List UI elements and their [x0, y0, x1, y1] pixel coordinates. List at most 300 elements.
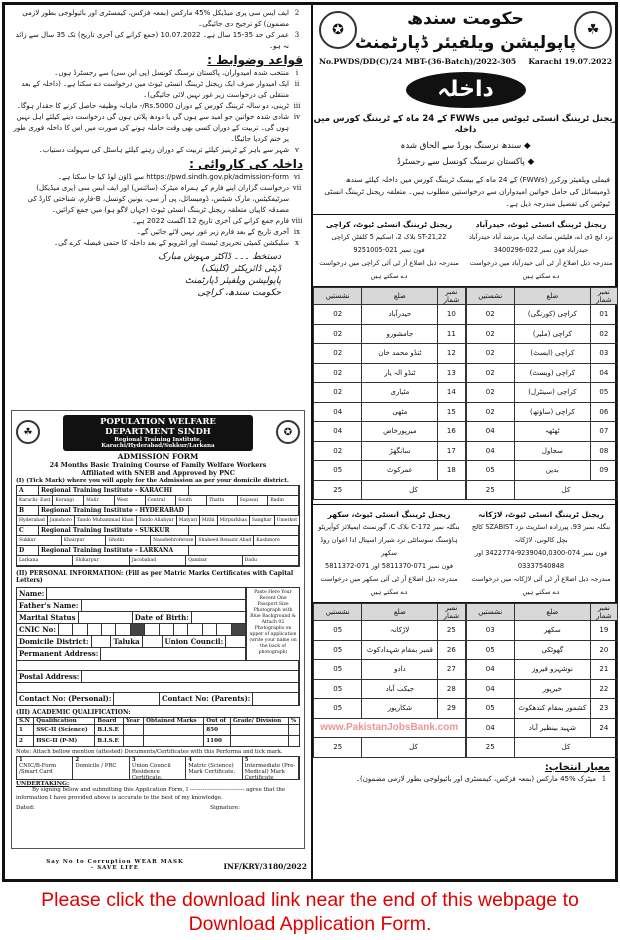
- cnic-digit-box[interactable]: [73, 624, 87, 635]
- column-header: نشستیں: [466, 604, 514, 621]
- permanent-address-field[interactable]: [101, 648, 246, 660]
- district-name: شہید بینظیر آباد: [514, 718, 590, 738]
- taluka-label: Taluka: [111, 636, 142, 647]
- name-label: Name:: [17, 588, 47, 599]
- district-checkbox[interactable]: Matyari: [177, 516, 200, 525]
- academic-cell[interactable]: [288, 736, 299, 747]
- government-title: حکومت سندھ: [407, 9, 524, 29]
- table-row: [466, 402, 618, 422]
- bullet-2: ◆ پاکستان نرسنگ کونسل سے رجسٹرڈ: [396, 157, 535, 167]
- seats: 04: [466, 660, 514, 680]
- item-number: ii: [294, 80, 300, 88]
- row-number: 06: [590, 402, 617, 422]
- total-row: [314, 738, 466, 758]
- item-number: x: [295, 239, 299, 247]
- row-number: 01: [590, 305, 617, 325]
- item-text: عمر کی حد 35-15 سال ہے۔ 10.07.2022 (جمع کرانے کی آخری تاریخ) تک 35 سال سے زائد نہ ہو۔: [15, 31, 289, 50]
- academic-cell[interactable]: [230, 736, 288, 747]
- district-name: نوشہرو فیروز: [514, 660, 590, 680]
- seats: 05: [314, 699, 362, 719]
- item-text: منتخب شدہ امیدواران، پاکستان نرسنگ کونسل (پی این سی) سے رجسٹرڈ ہوں۔: [54, 69, 289, 77]
- academic-cell: 850: [204, 725, 231, 736]
- table-row: [314, 402, 466, 422]
- seats: 05: [314, 679, 362, 699]
- download-notice-line-1: Please click the download link near the end of this webpage to: [41, 889, 579, 911]
- column-header: ضلع: [514, 604, 590, 621]
- father-name-field[interactable]: [82, 600, 247, 611]
- academic-cell[interactable]: [144, 725, 204, 736]
- district-checkbox[interactable]: Kashmore: [254, 536, 299, 545]
- document-item[interactable]: 4 Matric (Science) Mark Certificate.: [186, 757, 242, 779]
- item-number: v: [295, 146, 299, 154]
- total-seats: 25: [314, 480, 362, 500]
- cnic-label: CNIC No:: [17, 624, 59, 635]
- district-checkbox[interactable]: Qambar: [186, 556, 242, 565]
- row-number: 29: [438, 699, 465, 719]
- district-checkbox[interactable]: West: [115, 496, 146, 505]
- cnic-digit-box[interactable]: [188, 624, 202, 635]
- institute-hyderabad: [465, 215, 618, 286]
- table-row: [314, 679, 466, 699]
- column-header: نمبر شمار: [590, 604, 617, 621]
- district-checkbox[interactable]: Shikarpur: [73, 556, 129, 565]
- district-table-hyderabad: [313, 287, 466, 500]
- district-row: [17, 496, 299, 506]
- dob-field[interactable]: [192, 612, 246, 623]
- academic-cell: 1100: [204, 736, 231, 747]
- table-row: [466, 679, 618, 699]
- column-header: نمبر شمار: [438, 604, 465, 621]
- district-checkbox[interactable]: Sujawal: [238, 496, 269, 505]
- seats: 02: [466, 344, 514, 364]
- row-number: 14: [438, 383, 465, 403]
- row-number: 12: [438, 344, 465, 364]
- academic-cell: SSC-II (Science): [34, 725, 95, 736]
- seats: 02: [314, 324, 362, 344]
- download-notice-line-2: Download Application Form.: [188, 913, 432, 935]
- table-row: [466, 363, 618, 383]
- table-row: [466, 441, 618, 461]
- signature-line: پاپولیشن ویلفیئر ڈپارٹمنٹ: [184, 276, 281, 286]
- seats: 05: [466, 640, 514, 660]
- cnic-digit-box[interactable]: [203, 624, 217, 635]
- district-checkbox[interactable]: Tando Muhammad Khan: [75, 516, 137, 525]
- row-number: 27: [438, 660, 465, 680]
- form-banner: POPULATION WELFARE DEPARTMENT SINDH Regional Training Institute, Karachi/Hyderabad/Sukkur/Larkana: [63, 415, 253, 451]
- district-name: ٹھٹھہ: [514, 422, 590, 442]
- item-text: ٹرینی، دو سالہ ٹریننگ کورس کے دوران Rs.5000/- ماہانہ وظیفہ حاصل کرنے کا حقدار ہوگا۔: [16, 102, 289, 110]
- district-name: سکھر: [514, 621, 590, 641]
- cnic-digit-box[interactable]: [102, 624, 116, 635]
- form-affiliation: Affiliated with SNEB and Approved by PNC: [81, 469, 235, 477]
- left-column: [5, 5, 313, 879]
- total-row: [466, 480, 618, 500]
- row-number: 16: [438, 422, 465, 442]
- district-checkbox[interactable]: Korangi: [53, 496, 84, 505]
- institute-letter: A: [17, 486, 39, 495]
- form-subtitle: 24 Months Basic Training Course of Family Welfare Workers: [49, 461, 267, 469]
- pwd-logo-icon: ☘: [574, 11, 612, 49]
- table-row: [314, 305, 466, 325]
- name-field[interactable]: [47, 588, 246, 599]
- institute-name: Regional Training Institute - HYDERABAD: [39, 506, 189, 515]
- institute-letter: B: [17, 506, 39, 515]
- row-number: 15: [438, 402, 465, 422]
- cnic-digit-box[interactable]: [59, 624, 73, 635]
- table-row: [314, 718, 466, 738]
- parents-contact-field[interactable]: [253, 693, 299, 705]
- district-checkbox[interactable]: Hyderabad: [17, 516, 48, 525]
- district-checkbox[interactable]: Dadu: [243, 556, 299, 565]
- domicile-field[interactable]: [92, 636, 112, 647]
- district-table-karachi: [466, 287, 619, 500]
- institute-title: ریجنل ٹریننگ انسٹی ٹیوٹ، سکھر: [327, 510, 451, 519]
- parents-contact-label: Contact No: (Parents):: [160, 693, 253, 705]
- right-column: [313, 5, 618, 879]
- institute-title: ریجنل ٹریننگ انسٹی ٹیوٹ، کراچی: [325, 220, 453, 229]
- total-label: کل: [514, 738, 617, 758]
- row-number: 20: [590, 640, 617, 660]
- criteria-heading: معیار انتخاب:: [544, 761, 610, 773]
- row-number: 19: [590, 621, 617, 641]
- row-number: 25: [438, 621, 465, 641]
- institute-addr: بنگلہ نمبر 93، پیرزادہ اسٹریٹ نزد SZABIST کالج بچل کالونی، لاڑکانہ: [471, 523, 611, 544]
- row-number: 24: [590, 718, 617, 738]
- academic-header: Year: [123, 718, 143, 725]
- row-number: 21: [590, 660, 617, 680]
- personal-contact-field[interactable]: [114, 693, 160, 705]
- union-council-field[interactable]: [226, 636, 246, 647]
- table-row: [466, 660, 618, 680]
- institute-letter: C: [17, 526, 39, 535]
- total-row: [466, 738, 618, 758]
- cnic-digit-box[interactable]: [160, 624, 174, 635]
- rule-item: [5, 68, 311, 79]
- district-checkbox[interactable]: Ghotki: [106, 536, 151, 545]
- document-item[interactable]: 3 Union Council Residence Certificate.: [130, 757, 186, 779]
- cnic-digit-box[interactable]: [232, 624, 246, 635]
- academic-header: S.N: [17, 718, 34, 725]
- cnic-digit-box[interactable]: [131, 624, 145, 635]
- academic-cell: HSC-II (P-M): [34, 736, 95, 747]
- district-name: سانگھڑ: [362, 441, 438, 461]
- item-number: 2: [294, 9, 300, 17]
- personal-contact-label: Contact No: (Personal):: [17, 693, 114, 705]
- total-label: کل: [362, 480, 465, 500]
- marital-status-label: Marital Status: [17, 612, 79, 623]
- institute-title: ریجنل ٹریننگ انسٹی ٹیوٹ، حیدرآباد: [475, 220, 607, 229]
- signature-block: [5, 249, 311, 299]
- column-header: نشستیں: [314, 288, 362, 305]
- section-3-label: (III) ACADEMIC QUALIFICATION:: [16, 709, 131, 716]
- district-checkbox[interactable]: Shaheed Benazir Abad: [196, 536, 254, 545]
- seats: 03: [466, 621, 514, 641]
- institute-note: مندرجہ ذیل اضلاع آر ٹی آئی لاڑکانہ میں درخواست دے سکتے ہیں: [471, 575, 611, 596]
- institute-row: [17, 486, 299, 496]
- district-checkbox[interactable]: Central: [146, 496, 177, 505]
- seats: 04: [466, 679, 514, 699]
- academic-header: Qualification: [34, 718, 95, 725]
- district-checkbox[interactable]: Naushehroferoze: [151, 536, 196, 545]
- admission-badge: داخلہ: [406, 72, 526, 108]
- table-row: [466, 640, 618, 660]
- total-row: [314, 480, 466, 500]
- item-text: میٹرک %45 مارکس (بمعہ فزکس، کیمسٹری اور بائیولوجی بطور لازمی مضمون)۔: [355, 774, 596, 783]
- district-name: ٹنڈو الہ یار: [362, 363, 438, 383]
- table-row: [466, 383, 618, 403]
- institute-row: [17, 526, 299, 536]
- row-number: 13: [438, 363, 465, 383]
- item-text: ایف ایس سی پری میڈیکل %45 مارکس (بمعہ فزکس، کیمسٹری اور بائیولوجی بطور لازمی مضمون) کو ترجیح دی جائیگی۔: [22, 9, 289, 28]
- institute-name: Regional Training Institute - KARACHI: [39, 486, 189, 495]
- district-checkbox[interactable]: Tando Allahyar: [137, 516, 177, 525]
- admission-form: [11, 410, 305, 849]
- column-header: ضلع: [514, 288, 590, 305]
- district-checkbox[interactable]: Sukkur: [17, 536, 62, 545]
- total-seats: 25: [466, 738, 514, 758]
- institute-note: مندرجہ ذیل اضلاع آر ٹی آئی کراچی میں درخواست دے سکتے ہیں: [319, 259, 459, 280]
- district-name: کراچی (ملیر): [514, 324, 590, 344]
- district-checkbox[interactable]: Badin: [268, 496, 299, 505]
- academic-header: Grade/ Division: [230, 718, 288, 725]
- row-number: 08: [590, 441, 617, 461]
- academic-header: %: [288, 718, 299, 725]
- academic-table: [16, 717, 300, 747]
- seats: 05: [314, 640, 362, 660]
- academic-cell: 2: [17, 736, 34, 747]
- institute-row: [17, 506, 299, 516]
- advertisement: [2, 2, 618, 882]
- section-1-label: (I) (Tick Mark) where you will apply for the Admission as per your domicile district.: [16, 478, 289, 484]
- district-row: [17, 536, 299, 546]
- academic-cell[interactable]: [230, 725, 288, 736]
- postal-address-field[interactable]: [82, 671, 299, 682]
- permanent-address-label: Permanent Address:: [17, 648, 101, 660]
- watermark: www.PakistanJobsBank.com: [314, 718, 466, 738]
- table-row: [466, 718, 618, 738]
- item-text: آخری تاریخ کے بعد فارم زیر غور نہیں لائے جائیں گے۔: [136, 228, 289, 236]
- district-checkbox[interactable]: Jacobabad: [130, 556, 186, 565]
- district-checkbox[interactable]: Sanghar: [250, 516, 275, 525]
- seats: 04: [314, 422, 362, 442]
- institute-sukkur: [313, 505, 465, 602]
- table-row: [314, 324, 466, 344]
- district-checkbox[interactable]: South: [176, 496, 207, 505]
- row-number: 05: [590, 383, 617, 403]
- district-name: کراچی (کورنگی): [514, 305, 590, 325]
- total-label: کل: [362, 738, 465, 758]
- table-row: [466, 324, 618, 344]
- academic-cell[interactable]: [288, 725, 299, 736]
- item-text: ایک امیدوار صرف ایک ریجنل ٹریننگ انسٹی ٹیوٹ میں درخواست دے سکتا ہے۔ (داخلہ کے بعد منتقلی کی درخواست زیر غور نہیں لائی جائیگی)۔: [21, 80, 289, 99]
- district-name: ٹنڈو محمد خان: [362, 344, 438, 364]
- table-row: [466, 699, 618, 719]
- district-checkbox[interactable]: Jamshoro: [48, 516, 75, 525]
- district-row: [17, 516, 299, 526]
- academic-header: Obtained Marks: [144, 718, 204, 725]
- row-number: 22: [590, 679, 617, 699]
- district-table-sukkur: [466, 603, 619, 758]
- column-header: نمبر شمار: [590, 288, 617, 305]
- cnic-digit-box[interactable]: [145, 624, 159, 635]
- district-checkbox[interactable]: Larkana: [17, 556, 73, 565]
- institute-phone: حیدرآباد فون نمبر 022-3400296: [493, 246, 589, 254]
- district-checkbox[interactable]: Karachi- East: [17, 496, 53, 505]
- table-row: [466, 422, 618, 442]
- institute-info: [313, 504, 618, 603]
- intro-title: ریجنل ٹریننگ انسٹی ٹیوٹس میں FWWs کے 24 ماہ کے ٹریننگ کورس میں داخلہ: [313, 114, 618, 135]
- dated-label: Dated:: [16, 805, 35, 811]
- document-item[interactable]: 5 Intermediate (Pre-Medical) Mark Certificate: [243, 757, 299, 779]
- seats: 04: [466, 441, 514, 461]
- taluka-field[interactable]: [143, 636, 163, 647]
- address-contact-grid: [16, 661, 300, 706]
- district-name: کراچی (سینٹرل): [514, 383, 590, 403]
- rule-item: [5, 145, 311, 156]
- process-item: [5, 172, 311, 183]
- academic-cell[interactable]: [123, 725, 143, 736]
- document-item[interactable]: 1 CNIC/B-Form /Smart Card: [17, 757, 73, 779]
- table-row: [466, 305, 618, 325]
- academic-header: Out of: [204, 718, 231, 725]
- slogan-logo: Say No to Corruption WEAR MASK - SAVE LIFE: [46, 859, 184, 871]
- undertaking-text: By signing below and submitting this Application Form, I ------------------------------ agree that the information I have provided above is accurate to the best of my knowledge.: [16, 787, 286, 801]
- process-item: [5, 183, 311, 216]
- institute-phone: فون نمبر 021-9251005: [353, 246, 425, 254]
- district-checkbox[interactable]: Khairpur: [62, 536, 107, 545]
- item-text: سلیکشن کمیٹی تحریری ٹیسٹ اور انٹرویو کے بعد داخلہ کا حتمی فیصلہ کرے گی۔: [54, 239, 289, 247]
- district-checkbox[interactable]: Mirpurkhas: [218, 516, 250, 525]
- item-number: vii: [292, 184, 302, 192]
- undertaking-heading: UNDERTAKING:: [16, 781, 70, 787]
- district-name: خیرپور: [514, 679, 590, 699]
- documents-checklist: [16, 756, 300, 780]
- table-row: [466, 461, 618, 481]
- table-row: [314, 344, 466, 364]
- cnic-digit-box[interactable]: [174, 624, 188, 635]
- row-number: 18: [438, 461, 465, 481]
- table-row: [314, 422, 466, 442]
- rule-item: [5, 101, 311, 112]
- postal-address-label: Postal Address:: [17, 671, 82, 682]
- row-number: 11: [438, 324, 465, 344]
- district-name: عمرکوٹ: [362, 461, 438, 481]
- seats: 04: [314, 402, 362, 422]
- criteria-item: [313, 774, 618, 785]
- district-name: شکارپور: [362, 699, 438, 719]
- process-item: [5, 227, 311, 238]
- institute-karachi: [313, 215, 465, 286]
- eligibility-item: [5, 30, 311, 52]
- cnic-digit-box[interactable]: [88, 624, 102, 635]
- row-number: 07: [590, 422, 617, 442]
- seats: 02: [466, 402, 514, 422]
- academic-cell: B.I.S.E: [95, 736, 124, 747]
- signature-label: Signature:: [210, 805, 240, 811]
- district-checkbox[interactable]: Thatta: [207, 496, 238, 505]
- row-number: 28: [438, 679, 465, 699]
- seats: 05: [466, 461, 514, 481]
- rule-item: [5, 79, 311, 101]
- item-number: vi: [293, 173, 301, 181]
- district-checkbox[interactable]: Malir: [84, 496, 115, 505]
- table-row: [314, 383, 466, 403]
- table-row: [314, 699, 466, 719]
- seats: 02: [314, 441, 362, 461]
- row-number: 23: [590, 699, 617, 719]
- column-header: نشستیں: [314, 604, 362, 621]
- sindh-seal-icon: ✪: [319, 11, 357, 49]
- district-name: حیدرآباد: [362, 305, 438, 325]
- institute-letter: D: [17, 546, 39, 555]
- cnic-digit-box[interactable]: [116, 624, 130, 635]
- academic-row: [17, 725, 300, 736]
- district-name: میرپورخاص: [362, 422, 438, 442]
- row-number: 17: [438, 441, 465, 461]
- sindh-seal-icon: ✪: [276, 420, 300, 444]
- district-name: گھوٹکی: [514, 640, 590, 660]
- district-name: جامشورو: [362, 324, 438, 344]
- district-name: کراچی (ساؤتھ): [514, 402, 590, 422]
- document-item[interactable]: 2 Domicile / PRC: [73, 757, 129, 779]
- institute-larkana: [465, 505, 618, 602]
- signature-line: دستخط ۔۔۔ ڈاکٹر مہوش مبارک: [158, 252, 281, 262]
- place-date: Karachi 19.07.2022: [528, 57, 612, 66]
- academic-cell: B.I.S.E: [95, 725, 124, 736]
- pwd-logo-icon: ☘: [16, 420, 40, 444]
- row-number: 04: [590, 363, 617, 383]
- district-name: بدین: [514, 461, 590, 481]
- seats: 05: [314, 621, 362, 641]
- row-number: 10: [438, 305, 465, 325]
- row-number: 09: [590, 461, 617, 481]
- seats: 02: [466, 305, 514, 325]
- rule-item: [5, 112, 311, 145]
- item-number: ix: [293, 228, 301, 236]
- marital-status-field[interactable]: [79, 612, 133, 623]
- institute-info: [313, 214, 618, 287]
- academic-row: [17, 736, 300, 747]
- rules-heading: قواعد وضوابط :: [207, 53, 303, 67]
- item-text: درخواست گزاران اپنے فارم کے ہمراہ میٹرک (سائنس) اور ایف ایس سی (پری میڈیکل) سرٹیفکیٹس، مارک شیٹس، ڈومیسائل، پی آر سی، یونین کونسل، B-فارم، شناختی کارڈ کی مصدقہ کاپیاں متعلقہ ریجنل ٹریننگ انسٹی ٹیوٹ (جہاں لاگو ہو) میں جمع کرائیں۔: [27, 184, 289, 214]
- district-checkbox[interactable]: Umerkot: [275, 516, 301, 525]
- item-text: https://pwd.sindh.gov.pk/admission-form سے ڈاؤن لوڈ کیا جا سکتا ہے۔: [57, 173, 289, 181]
- seats: 02: [466, 363, 514, 383]
- seats: 04: [466, 718, 514, 738]
- institute-addr: بنگلہ نمبر C-172 بلاک C، گورنمنٹ ایمپلائز کوآپریٹو ہاؤسنگ سوسائٹی نزد شیراز اسپتال ادا اعوان روڈ سکھر: [318, 523, 460, 557]
- academic-cell[interactable]: [123, 736, 143, 747]
- seats: 02: [314, 363, 362, 383]
- item-number: i: [295, 69, 299, 77]
- cnic-digit-box[interactable]: [217, 624, 231, 635]
- district-checkbox[interactable]: Mithi: [200, 516, 217, 525]
- form-title: ADMISSION FORM: [117, 452, 199, 461]
- institute-note: مندرجہ ذیل اضلاع آر ٹی آئی سکھر میں درخواست دے سکتے ہیں: [320, 575, 458, 596]
- column-header: ضلع: [362, 604, 438, 621]
- seats: 04: [466, 422, 514, 442]
- institute-addr: ST-21,22 بلاک 2، اسکیم 5 کلفٹن کراچی: [331, 233, 447, 241]
- table-row: [466, 344, 618, 364]
- institute-phone: فون نمبر 074-9239040,0300-3422774 اور 03337540848: [474, 549, 608, 570]
- father-name-label: Father's Name:: [17, 600, 82, 611]
- academic-cell[interactable]: [144, 736, 204, 747]
- photo-box: Paste Here Your Recent One Passport Size Photograph with Blue Background & Attach 02 Photographs on upper of application (write your name on the back of photograph): [246, 587, 300, 661]
- seats: 02: [466, 383, 514, 403]
- row-number: 02: [590, 324, 617, 344]
- institute-title: ریجنل ٹریننگ انسٹی ٹیوٹ، لاڑکانہ: [478, 510, 604, 519]
- table-row: [314, 621, 466, 641]
- department-title: پاپولیشن ویلفیئر ڈپارٹمنٹ: [355, 33, 576, 53]
